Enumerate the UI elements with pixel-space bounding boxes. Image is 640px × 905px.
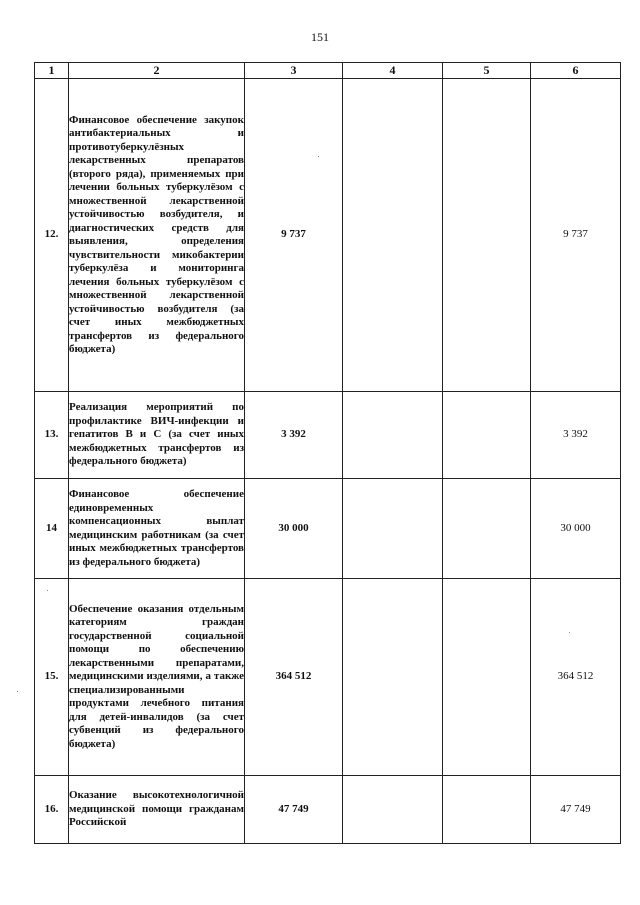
table-row: [35, 392, 621, 479]
row-value-col3: 364 512: [245, 579, 343, 776]
row-value-col6: 3 392: [531, 392, 621, 479]
row-value-col5: [443, 392, 531, 479]
row-value-col5: [443, 776, 531, 844]
row-value-col3: 47 749: [245, 776, 343, 844]
scan-speck: [318, 156, 319, 157]
row-number: 13.: [35, 392, 69, 479]
scan-speck: [47, 590, 48, 591]
row-value-col6: 47 749: [531, 776, 621, 844]
table-row: [35, 776, 621, 844]
row-value-col5: [443, 479, 531, 579]
row-value-col6: 30 000: [531, 479, 621, 579]
header-col-1: 1: [35, 63, 69, 79]
row-value-col4: [343, 579, 443, 776]
row-value-col3: 9 737: [245, 79, 343, 392]
row-description: Оказание высокотехнологичной медицинской помощи гражданам Российской: [69, 776, 245, 844]
scan-speck: [17, 691, 18, 692]
header-col-5: 5: [443, 63, 531, 79]
row-value-col6: 364 512: [531, 579, 621, 776]
table-row: [35, 479, 621, 579]
header-col-2: 2: [69, 63, 245, 79]
row-value-col5: [443, 579, 531, 776]
row-description: Финансовое обеспечение единовременных компенсационных выплат медицинским работникам (за счет иных межбюджетных трансфертов из федерального бюджета): [69, 479, 245, 579]
row-description: Финансовое обеспечение закупок антибактериальных и противотуберкулёзных лекарственных препаратов (второго ряда), применяемых при лечении больных туберкулёзом с множественной лекарственной устойчивостью возбудителя, и диагностических средств для выявления, определения чувствительности микобактерии туберкулёза и мониторинга лечения больных туберкулёзом с множественной лекарственной устойчивостью возбудителя (за счет иных межбюджетных трансфертов из федерального бюджета): [69, 79, 245, 392]
table-row: [35, 79, 621, 392]
header-col-3: 3: [245, 63, 343, 79]
header-col-4: 4: [343, 63, 443, 79]
row-description: Обеспечение оказания отдельным категориям граждан государственной социальной помощи по обеспечению лекарственными препаратами, медицинскими изделиями, а также специализированными продуктами лечебного питания для детей-инвалидов (за счет субвенций из федерального бюджета): [69, 579, 245, 776]
row-value-col5: [443, 79, 531, 392]
row-number: 12.: [35, 79, 69, 392]
row-value-col3: 30 000: [245, 479, 343, 579]
row-number: 14: [35, 479, 69, 579]
budget-table: [34, 62, 621, 844]
row-value-col4: [343, 479, 443, 579]
scan-speck: [569, 632, 570, 633]
table-row: [35, 579, 621, 776]
row-number: 15.: [35, 579, 69, 776]
page-number: 151: [311, 30, 329, 44]
row-value-col4: [343, 776, 443, 844]
row-value-col4: [343, 392, 443, 479]
row-description: Реализация мероприятий по профилактике ВИЧ-инфекции и гепатитов В и С (за счет иных межбюджетных трансфертов из федерального бюджета): [69, 392, 245, 479]
header-row: [35, 63, 621, 79]
row-value-col4: [343, 79, 443, 392]
row-number: 16.: [35, 776, 69, 844]
row-value-col6: 9 737: [531, 79, 621, 392]
row-value-col3: 3 392: [245, 392, 343, 479]
header-col-6: 6: [531, 63, 621, 79]
